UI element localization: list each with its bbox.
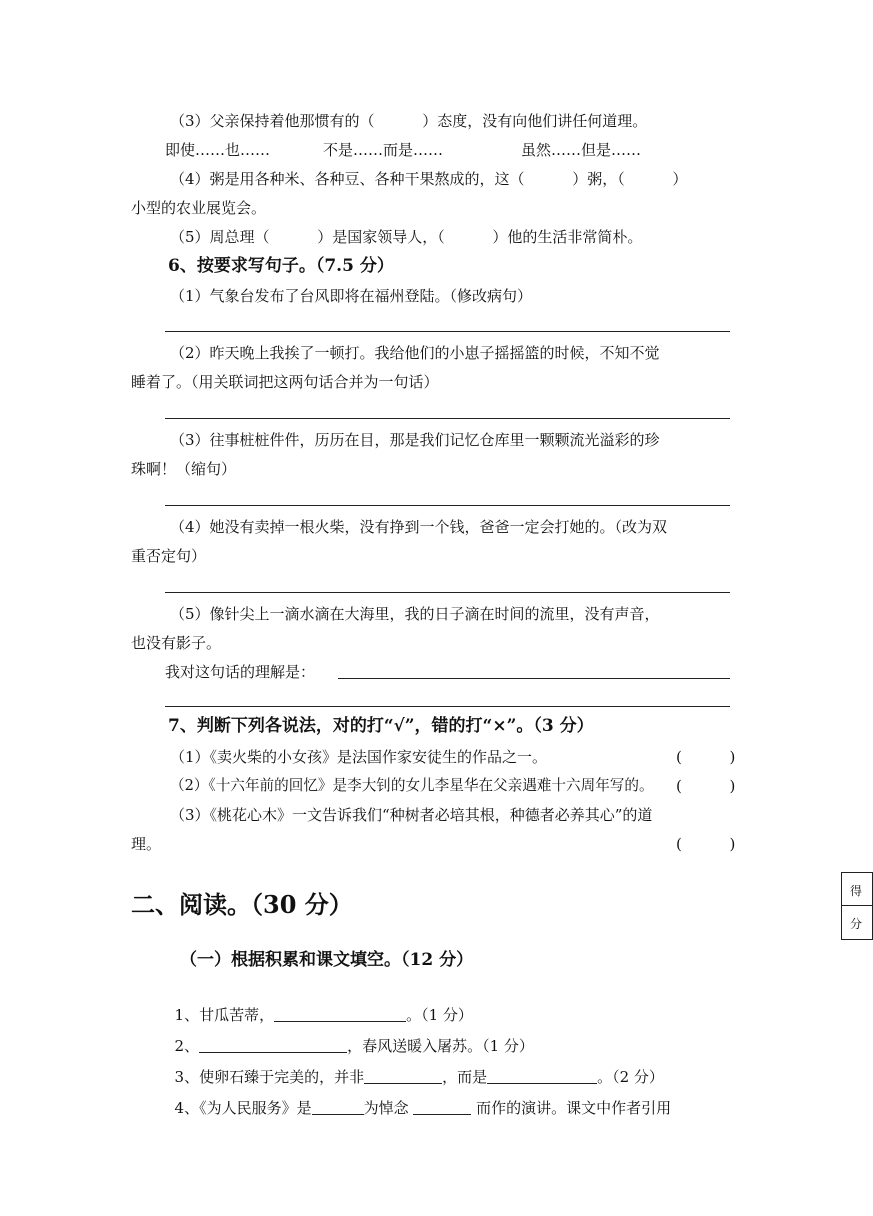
q6-sentence-2-line2: 睡着了。（用关联词把这两句话合并为一句话） — [131, 373, 439, 391]
q7-judgement-1: （1）《卖火柴的小女孩》是法国作家安徒生的作品之一。 — [170, 748, 548, 766]
q6-sentence-3-line1: （3）往事桩桩件件，历历在目，那是我们记忆仓库里一颗颗流光溢彩的珍 — [170, 431, 660, 449]
fill-4-blank-1[interactable] — [312, 1100, 364, 1115]
q6-answer-line-2[interactable] — [165, 418, 730, 419]
q6-sentence-4-line2: 重否定句） — [131, 547, 207, 565]
q6-understanding-label: 我对这句话的理解是： — [165, 663, 316, 681]
q7-paren-3[interactable]: ( ) — [676, 835, 736, 853]
q6-sentence-5-line2: 也没有影子。 — [131, 634, 222, 652]
q6-answer-line-4[interactable] — [165, 592, 730, 593]
fill-4-blank-2[interactable] — [413, 1100, 471, 1115]
q6-answer-line-1[interactable] — [165, 331, 730, 332]
score-box — [841, 872, 873, 940]
score-box-divider — [842, 905, 872, 906]
fill-1-prefix: 1、甘瓜苦蒂， — [174, 1006, 275, 1024]
fill-3-prefix: 3、使卵石臻于完美的，并非 — [174, 1068, 365, 1086]
q7-judgement-3-line1: （3）《桃花心木》一文告诉我们“种树者必培其根，种德者必养其心”的道 — [170, 806, 653, 824]
fill-1-suffix: 。（1 分） — [406, 1006, 473, 1024]
q5-item5: （5）周总理（ ）是国家领导人，（ ）他的生活非常简朴。 — [170, 228, 643, 246]
fill-2-prefix: 2、 — [174, 1037, 200, 1055]
q5-option-1: 即使……也…… — [165, 141, 271, 159]
fill-4-suffix: 而作的演讲。课文中作者引用 — [471, 1099, 672, 1117]
section-2-title: 二、阅读。（30 分） — [131, 890, 353, 919]
q7-judgement-2: （2）《十六年前的回忆》是李大钊的女儿李星华在父亲遇难十六周年写的。 — [170, 777, 654, 794]
q5-item4-line2: 小型的农业展览会。 — [131, 199, 267, 217]
q6-sentence-2-line1: （2）昨天晚上我挨了一顿打。我给他们的小崽子摇摇篮的时候，不知不觉 — [170, 344, 660, 362]
q5-option-2: 不是……而是…… — [323, 141, 444, 159]
fill-2-suffix: ，春风送暖入屠苏。（1 分） — [347, 1037, 534, 1055]
fill-4-middle: 为悼念 — [363, 1099, 414, 1117]
q6-sentence-1: （1）气象台发布了台风即将在福州登陆。（修改病句） — [170, 287, 533, 305]
q5-option-3: 虽然……但是…… — [521, 141, 642, 159]
q6-answer-line-3[interactable] — [165, 505, 730, 506]
fill-4 — [165, 1078, 671, 1118]
q6-sentence-4-line1: （4）她没有卖掉一根火柴，没有挣到一个钱，爸爸一定会打她的。（改为双 — [170, 518, 668, 536]
q7-judgement-3-line2: 理。 — [131, 835, 162, 853]
fill-4-prefix: 4、《为人民服务》是 — [174, 1099, 312, 1117]
q6-sentence-5-line1: （5）像针尖上一滴水滴在大海里，我的日子滴在时间的流里，没有声音， — [170, 605, 660, 623]
score-box-label-2: 分 — [850, 917, 863, 931]
q7-paren-1[interactable]: ( ) — [676, 748, 736, 766]
fill-3-suffix: 。（2 分） — [597, 1068, 664, 1086]
q6-sentence-3-line2: 珠啊！（缩句） — [131, 460, 237, 478]
q6-title: 6、按要求写句子。（7.5 分） — [168, 256, 394, 276]
score-box-label-1: 得 — [850, 884, 863, 898]
q5-item4-line1: （4）粥是用各种米、各种豆、各种干果熬成的，这（ ）粥，（ ） — [170, 170, 688, 188]
q6-answer-line-5a[interactable] — [338, 678, 730, 679]
q5-item3: （3）父亲保持着他那惯有的（ ）态度，没有向他们讲任何道理。 — [170, 112, 648, 130]
q6-answer-line-5b[interactable] — [165, 706, 730, 707]
q7-title: 7、判断下列各说法，对的打“√”，错的打“×”。（3 分） — [168, 716, 594, 736]
q7-paren-2[interactable]: ( ) — [676, 777, 736, 795]
section-2-subtitle: （一）根据积累和课文填空。（12 分） — [180, 950, 474, 970]
fill-3-middle: ，而是 — [442, 1068, 488, 1086]
